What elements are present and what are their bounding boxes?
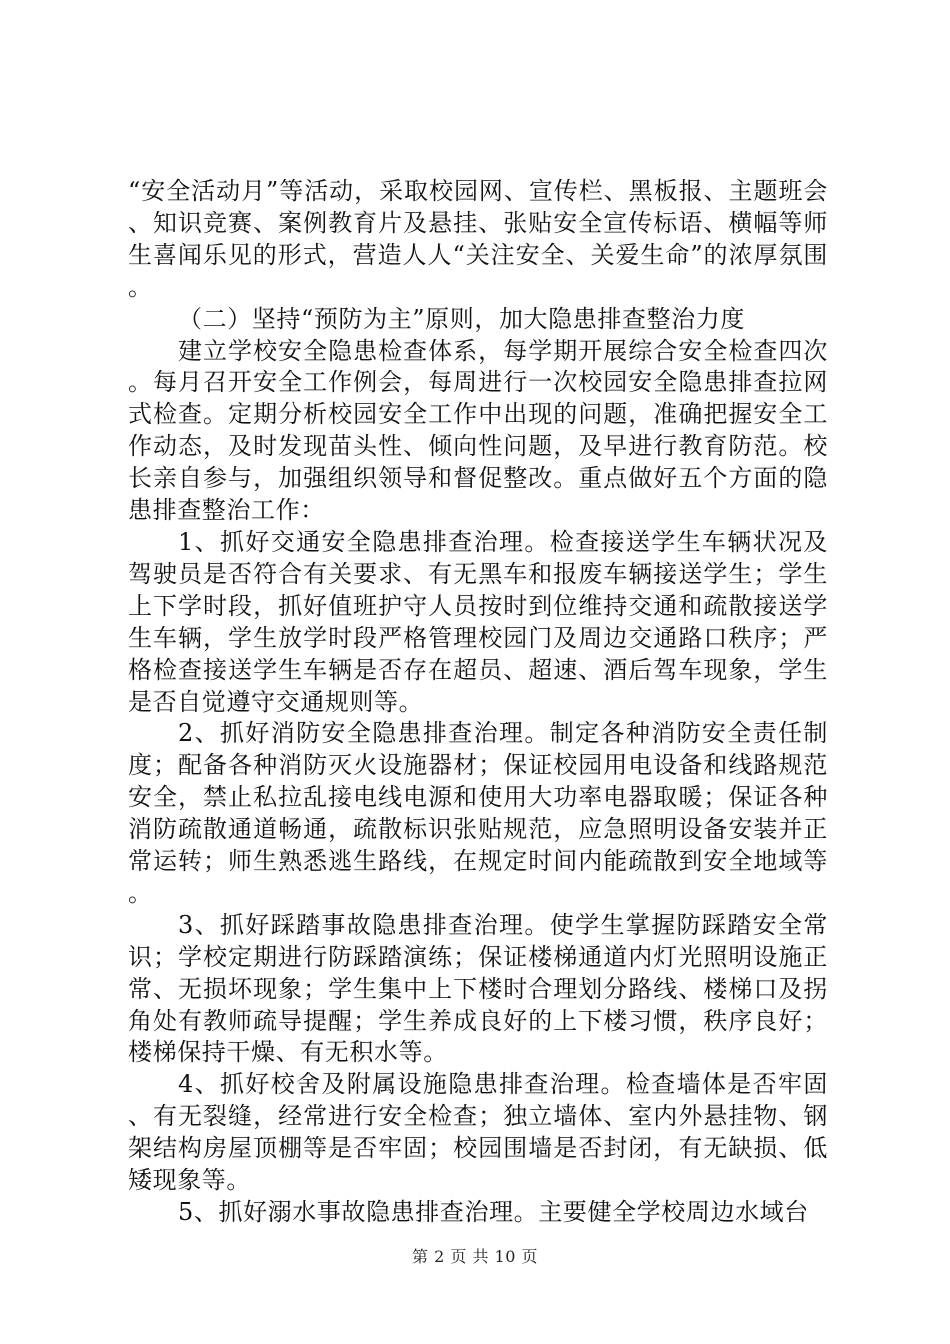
page-footer: 第 2 页 共 10 页 [412,1247,538,1266]
paragraph-traffic-safety: 1、抓好交通安全隐患排查治理。检查接送学生车辆状况及驾驶员是否符合有关要求、有无黑车和报废车辆接送学生；学生上下学时段，抓好值班护守人员按时到位维持交通和疏散接送学生车辆，学生放学时段严格管理校园门及周边交通路口秩序；严格检查接送学生车辆是否存在超员、超速、酒后驾车现象，学生是否自觉遵守交通规则等。 [128,527,828,716]
paragraph-drowning-safety: 5、抓好溺水事故隐患排查治理。主要健全学校周边水域台 [178,1198,809,1226]
paragraph-activity-month: “安全活动月”等活动，采取校园网、宣传栏、黑板报、主题班会、知识竞赛、案例教育片及悬挂、张贴安全宣传标语、横幅等师生喜闻乐见的形式，营造人人“关注安全、关爱生命”的浓厚氛围。 [128,177,828,301]
paragraph-fire-safety: 2、抓好消防安全隐患排查治理。制定各种消防安全责任制度；配备各种消防灭火设施器材；保证校园用电设备和线路规范安全，禁止私拉乱接电线电源和使用大功率电器取暖；保证各种消防疏散通道畅通，疏散标识张贴规范，应急照明设备安装并正常运转；师生熟悉逃生路线，在规定时间内能疏散到安全地域等。 [128,719,828,907]
paragraph-building-safety: 4、抓好校舍及附属设施隐患排查治理。检查墙体是否牢固、有无裂缝，经常进行安全检查；独立墙体、室内外悬挂物、钢架结构房屋顶棚等是否牢固；校园围墙是否封闭，有无缺损、低矮现象等。 [128,1070,828,1195]
paragraph-inspection-system: 建立学校安全隐患检查体系，每学期开展综合安全检查四次。每月召开安全工作例会，每周进行一次校园安全隐患排查拉网式检查。定期分析校园安全工作中出现的问题，准确把握安全工作动态，及时发现苗头性、倾向性问题，及早进行教育防范。校长亲自参与，加强组织领导和督促整改。重点做好五个方面的隐患排查整治工作： [128,336,828,525]
section-heading-prevention: （二）坚持“预防为主”原则，加大隐患排查整治力度 [178,304,745,333]
document-body [128,176,828,1229]
paragraph-stampede-safety: 3、抓好踩踏事故隐患排查治理。使学生掌握防踩踏安全常识；学校定期进行防踩踏演练；保证楼梯通道内灯光照明设施正常、无损坏现象；学生集中上下楼时合理划分路线、楼梯口及拐角处有教师疏导提醒；学生养成良好的上下楼习惯，秩序良好；楼梯保持干燥、有无积水等。 [128,910,828,1067]
